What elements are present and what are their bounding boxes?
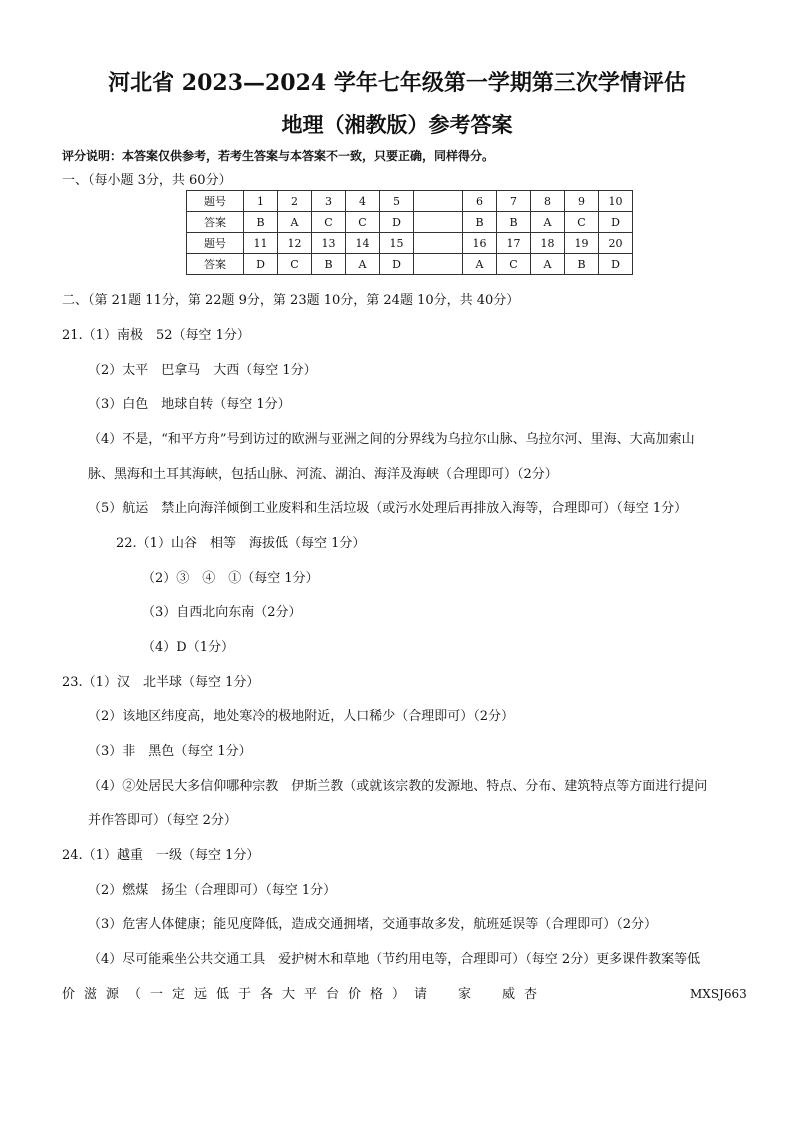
- table-cell: D: [599, 212, 633, 233]
- table-cell: 13: [312, 233, 346, 254]
- table-cell: 6: [463, 191, 497, 212]
- table-row: [187, 233, 633, 254]
- q21-line: （3）白色 地球自转（每空 1分）: [88, 397, 291, 412]
- table-cell: A: [346, 254, 380, 275]
- table-cell: A: [463, 254, 497, 275]
- table-cell: 4: [346, 191, 380, 212]
- q24-line: （3）危害人体健康；能见度降低，造成交通拥堵，交通事故多发，航班延误等（合理即可）（2分）: [88, 917, 658, 932]
- page-subtitle: 地理（湘教版）参考答案: [281, 112, 513, 137]
- table-row: [187, 191, 633, 212]
- q23-line: （3）非 黑色（每空 1分）: [88, 744, 252, 759]
- q22-line: （2）③ ④ ①（每空 1分）: [142, 571, 319, 586]
- table-cell: B: [312, 254, 346, 275]
- table-row: [187, 212, 633, 233]
- scoring-note: 评分说明：本答案仅供参考，若考生答案与本答案不一致，只要正确，同样得分。: [62, 149, 495, 163]
- table-cell: B: [244, 212, 278, 233]
- q21-line: （2）太平 巴拿马 大西（每空 1分）: [88, 363, 317, 378]
- table-cell: 10: [599, 191, 633, 212]
- answer-table: [186, 190, 633, 275]
- q22-line: （4）D（1分）: [142, 640, 234, 655]
- table-cell: 7: [497, 191, 531, 212]
- table-gap-cell: [414, 212, 463, 233]
- q21-line: 21.（1）南极 52（每空 1分）: [62, 328, 250, 343]
- table-cell: 20: [599, 233, 633, 254]
- table-cell: B: [497, 212, 531, 233]
- table-gap-cell: [414, 233, 463, 254]
- table-cell: 9: [565, 191, 599, 212]
- table-cell: 3: [312, 191, 346, 212]
- q24-line: （2）燃煤 扬尘（合理即可）（每空 1分）: [88, 883, 337, 898]
- table-cell: 1: [244, 191, 278, 212]
- table-cell: 18: [531, 233, 565, 254]
- table-cell: 16: [463, 233, 497, 254]
- q21-line: 脉、黑海和土耳其海峡，包括山脉、河流、湖泊、海洋及海峡（合理即可）（2分）: [88, 467, 558, 482]
- q24-line: （4）尽可能乘坐公共交通工具 爱护树木和草地（节约用电等，合理即可）（每空 2分）更多课件教案等低: [88, 952, 701, 967]
- table-cell: C: [278, 254, 312, 275]
- table-cell: B: [463, 212, 497, 233]
- table-cell: C: [497, 254, 531, 275]
- table-cell: 12: [278, 233, 312, 254]
- table-cell: 11: [244, 233, 278, 254]
- table-cell: D: [599, 254, 633, 275]
- table-cell: 2: [278, 191, 312, 212]
- table-cell: 题号: [187, 191, 244, 212]
- table-cell: 8: [531, 191, 565, 212]
- table-cell: D: [380, 212, 414, 233]
- table-cell: 19: [565, 233, 599, 254]
- table-cell: A: [531, 254, 565, 275]
- q23-line: （2）该地区纬度高，地处寒冷的极地附近，人口稀少（合理即可）（2分）: [88, 709, 515, 724]
- table-cell: C: [312, 212, 346, 233]
- page-title: 河北省 2023—2024 学年七年级第一学期第三次学情评估: [108, 70, 686, 96]
- table-gap-cell: [414, 191, 463, 212]
- q22-line: 22.（1）山谷 相等 海拔低（每空 1分）: [116, 536, 366, 551]
- section1-heading: 一、（每小题 3分，共 60分）: [62, 173, 232, 188]
- document-code: MXSJ663: [690, 987, 747, 1001]
- table-cell: C: [565, 212, 599, 233]
- table-cell: 答案: [187, 212, 244, 233]
- table-cell: 题号: [187, 233, 244, 254]
- table-cell: A: [278, 212, 312, 233]
- q22-line: （3）自西北向东南（2分）: [142, 605, 302, 620]
- table-gap-cell: [414, 254, 463, 275]
- q21-line: （5）航运 禁止向海洋倾倒工业废料和生活垃圾（或污水处理后再排放入海等，合理即可）（每空 1分）: [88, 501, 688, 516]
- table-cell: 14: [346, 233, 380, 254]
- q23-line: （4）②处居民大多信仰哪种宗教 伊斯兰教（或就该宗教的发源地、特点、分布、建筑特点等方面进行提问: [88, 779, 708, 794]
- table-cell: D: [380, 254, 414, 275]
- table-cell: A: [531, 212, 565, 233]
- q24-line: 24.（1）越重 一级（每空 1分）: [62, 848, 260, 863]
- table-cell: 17: [497, 233, 531, 254]
- table-cell: C: [346, 212, 380, 233]
- table-cell: B: [565, 254, 599, 275]
- table-cell: 15: [380, 233, 414, 254]
- q21-line: （4）不是，“和平方舟”号到访过的欧洲与亚洲之间的分界线为乌拉尔山脉、乌拉尔河、里海、大高加索山: [88, 432, 695, 447]
- q23-line: 并作答即可）（每空 2分）: [88, 813, 237, 828]
- q23-line: 23.（1）汉 北半球（每空 1分）: [62, 675, 260, 690]
- section2-heading: 二、（第 21题 11分，第 22题 9分，第 23题 10分，第 24题 10分，共 40分）: [62, 293, 520, 308]
- table-row: [187, 254, 633, 275]
- table-cell: 答案: [187, 254, 244, 275]
- table-cell: 5: [380, 191, 414, 212]
- footer-text: 价滋源（一定远低于各大平台价格）请 家 威杏: [62, 987, 547, 1002]
- table-cell: D: [244, 254, 278, 275]
